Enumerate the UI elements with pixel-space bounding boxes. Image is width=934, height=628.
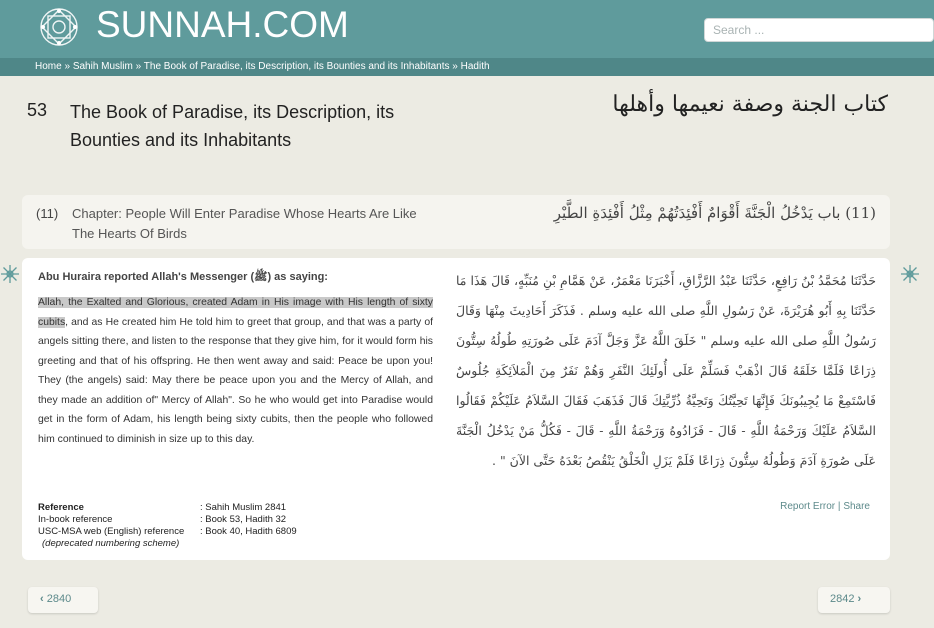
chapter-header: [22, 195, 890, 249]
reference-row: [38, 538, 297, 550]
breadcrumb-separator: »: [135, 61, 142, 72]
chapter-number-english: (11): [36, 206, 59, 221]
logo-icon[interactable]: [38, 6, 80, 48]
reference-table: [38, 502, 297, 550]
book-number: 53: [27, 100, 48, 120]
chapter-title-arabic: [554, 204, 876, 222]
hadith-container: [22, 258, 890, 560]
ornament-icon: [0, 264, 20, 284]
breadcrumb-book[interactable]: The Book of Paradise, its Description, its Bounties and its Inhabitants: [143, 61, 450, 72]
reference-row: [38, 514, 297, 526]
hadith-text-english: [38, 293, 433, 449]
deprecated-note: (deprecated numbering scheme): [42, 538, 180, 549]
reference-value: : Book 53, Hadith 32: [200, 514, 287, 525]
hadith-actions: [780, 501, 870, 512]
reference-key: Reference: [38, 502, 84, 513]
breadcrumb-separator: »: [452, 61, 458, 72]
reference-value: : Book 40, Hadith 6809: [200, 526, 297, 537]
chevron-right-icon: ›: [857, 593, 862, 605]
reference-value: : Sahih Muslim 2841: [200, 502, 287, 513]
book-title-english: The Book of Paradise, its Description, its Bounties and its Inhabitants: [70, 102, 395, 150]
reference-key: In-book reference: [38, 514, 113, 525]
chapter-title-arabic-text: باب يَدْخُلُ الْجَنَّةَ أَقْوَامٌ أَفْئِدَتُهُمْ مِثْلُ أَفْئِدَةِ الطَّيْرِ: [553, 204, 841, 222]
chapter-title-english: Chapter: People Will Enter Paradise Whose Hearts Are Like The Hearts Of Birds: [72, 206, 417, 241]
breadcrumb-separator: »: [64, 61, 71, 72]
report-error-link[interactable]: Report Error: [780, 501, 836, 512]
highlighted-text: Allah, the Exalted and Glorious, created Adam in His image with His length of sixty cubits: [38, 297, 433, 328]
next-hadith-button[interactable]: [818, 587, 890, 613]
site-logo-text[interactable]: SUNNAH.COM: [96, 4, 349, 45]
previous-hadith-label: 2840: [46, 593, 72, 605]
actions-separator: |: [837, 501, 841, 512]
share-link[interactable]: Share: [843, 501, 870, 512]
breadcrumb-home[interactable]: Home: [35, 61, 62, 72]
hadith-text-arabic: حَدَّثَنَا مُحَمَّدُ بْنُ رَافِعٍ، حَدَّثَنَا عَبْدُ الرَّزَّاقِ، أَخْبَرَنَا مَعْمَرٌ، عَنْ هَمَّامِ بْنِ مُنَبِّهٍ، قَالَ هَذَا مَا حَدَّثَنَا بِهِ أَبُو هُرَيْرَةَ، عَنْ رَسُولِ اللَّهِ صلى الله عليه وسلم ‏.‏ فَذَكَرَ أَحَادِيثَ مِنْهَا وَقَالَ رَسُولُ اللَّهِ صلى الله عليه وسلم ‏"‏ خَلَقَ اللَّهُ عَزَّ وَجَلَّ آدَمَ عَلَى صُورَتِهِ طُولُهُ سِتُّونَ ذِرَاعًا فَلَمَّا خَلَقَهُ قَالَ اذْهَبْ فَسَلِّمْ عَلَى أُولَئِكَ النَّفَرِ وَهُمْ نَفَرٌ مِنَ الْمَلاَئِكَةِ جُلُوسٌ فَاسْتَمِعْ مَا يُجِيبُونَكَ فَإِنَّهَا تَحِيَّتُكَ وَتَحِيَّةُ ذُرِّيَّتِكَ قَالَ فَذَهَبَ فَقَالَ السَّلاَمُ عَلَيْكُمْ فَقَالُوا السَّلاَمُ عَلَيْكَ وَرَحْمَةُ اللَّهِ - قَالَ - فَزَادُوهُ وَرَحْمَةُ اللَّهِ - قَالَ - فَكُلُّ مَنْ يَدْخُلُ الْجَنَّةَ عَلَى صُورَةِ آدَمَ وَطُولُهُ سِتُّونَ ذِرَاعًا فَلَمْ يَزَلِ الْخَلْقُ يَنْقُصُ بَعْدَهُ حَتَّى الآنَ ‏"‏ ‏.‏: [456, 273, 876, 468]
breadcrumb: [0, 58, 934, 76]
reference-row: [38, 502, 297, 514]
next-hadith-label: 2842: [830, 593, 855, 605]
chevron-left-icon: ‹: [40, 593, 44, 605]
search-input[interactable]: [704, 18, 934, 42]
book-title-arabic: كتاب الجنة وصفة نعيمها وأهلها: [612, 92, 888, 117]
breadcrumb-current: Hadith: [460, 61, 490, 72]
previous-hadith-button[interactable]: [28, 587, 98, 613]
reference-row: [38, 526, 297, 538]
breadcrumb-collection[interactable]: Sahih Muslim: [72, 61, 133, 72]
hadith-narrator: Abu Huraira reported Allah's Messenger (ﷺ) as saying:: [38, 271, 328, 283]
chapter-number-arabic: (11): [845, 204, 876, 222]
site-header: [0, 0, 934, 58]
hadith-text-rest: , and as He created him He told him to greet that group, and that was a party of angels sitting there, and listen to the response that they give him, for it would form his greeting and that of his offspring. He then went away and said: Peace be upon you! They (the angels) said: May there be peace upon you and the Mercy of Allah, and they made an addition of" Mercy of Allah". So he who would get into Paradise would get in the form of Adam, his length being sixty cubits, then the people who followed him continued to diminish in size up to this day.: [38, 316, 433, 445]
ornament-icon: [900, 264, 920, 284]
reference-key: USC-MSA web (English) reference: [38, 526, 185, 537]
